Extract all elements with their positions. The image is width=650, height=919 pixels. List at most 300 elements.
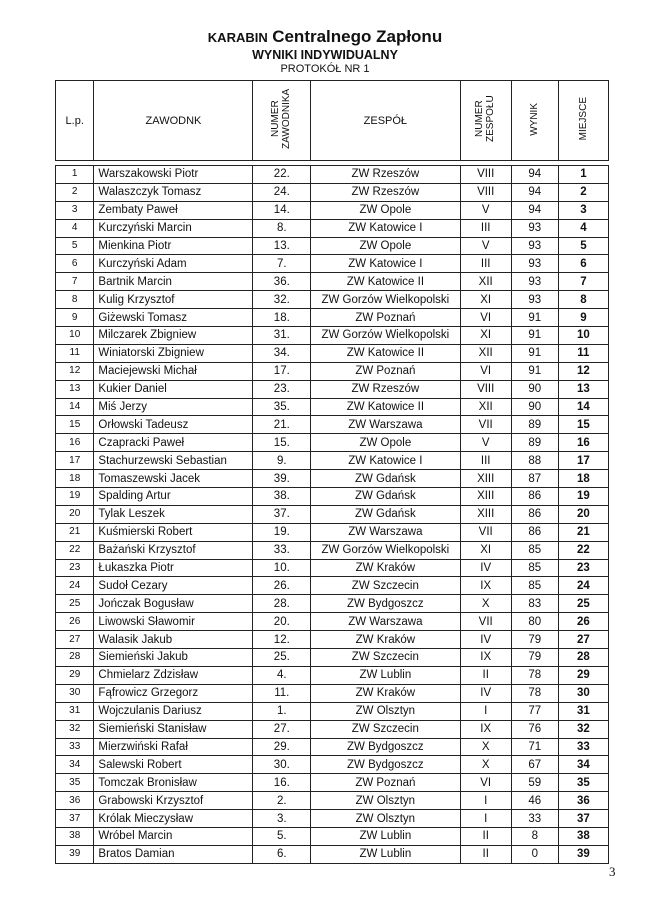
cell-team-number: I (460, 702, 511, 720)
cell-competitor-number: 32. (253, 291, 311, 309)
cell-place: 37 (558, 810, 608, 828)
cell-team: ZW Opole (311, 201, 460, 219)
cell-team-number: II (460, 845, 511, 863)
table-row (56, 291, 609, 309)
cell-score: 91 (511, 309, 558, 327)
cell-team: ZW Katowice II (311, 344, 460, 362)
cell-lp: 14 (56, 398, 94, 416)
table-row (56, 344, 609, 362)
column-header-place-label: MIEJSCE (577, 97, 589, 141)
column-header-team-number (460, 81, 511, 161)
table-row (56, 649, 609, 667)
cell-team-number: XII (460, 344, 511, 362)
cell-competitor-number: 25. (253, 649, 311, 667)
cell-score: 93 (511, 273, 558, 291)
cell-team-number: II (460, 827, 511, 845)
cell-score: 87 (511, 470, 558, 488)
cell-team: ZW Katowice II (311, 398, 460, 416)
cell-place: 38 (558, 827, 608, 845)
cell-name: Kukier Daniel (94, 380, 253, 398)
cell-lp: 7 (56, 273, 94, 291)
cell-score: 93 (511, 237, 558, 255)
table-row (56, 362, 609, 380)
cell-place: 35 (558, 774, 608, 792)
cell-lp: 8 (56, 291, 94, 309)
cell-lp: 31 (56, 702, 94, 720)
cell-team: ZW Gdańsk (311, 488, 460, 506)
table-row (56, 434, 609, 452)
cell-name: Bażański Krzysztof (94, 541, 253, 559)
table-row (56, 183, 609, 201)
table-row (56, 774, 609, 792)
cell-team-number: XII (460, 273, 511, 291)
table-row (56, 416, 609, 434)
cell-team: ZW Bydgoszcz (311, 738, 460, 756)
cell-name: Łukaszka Piotr (94, 559, 253, 577)
cell-place: 11 (558, 344, 608, 362)
cell-lp: 16 (56, 434, 94, 452)
cell-team-number: I (460, 792, 511, 810)
cell-team-number: I (460, 810, 511, 828)
cell-team-number: IV (460, 631, 511, 649)
column-header-number (253, 81, 311, 161)
cell-lp: 22 (56, 541, 94, 559)
cell-team-number: V (460, 237, 511, 255)
cell-competitor-number: 15. (253, 434, 311, 452)
cell-team: ZW Olsztyn (311, 792, 460, 810)
cell-lp: 36 (56, 792, 94, 810)
cell-team: ZW Bydgoszcz (311, 595, 460, 613)
cell-place: 18 (558, 470, 608, 488)
cell-name: Orłowski Tadeusz (94, 416, 253, 434)
cell-lp: 24 (56, 577, 94, 595)
cell-score: 86 (511, 488, 558, 506)
cell-name: Kurczyński Marcin (94, 219, 253, 237)
cell-name: Kurczyński Adam (94, 255, 253, 273)
table-row (56, 595, 609, 613)
cell-lp: 6 (56, 255, 94, 273)
cell-team: ZW Poznań (311, 362, 460, 380)
document-header (0, 27, 650, 75)
cell-place: 7 (558, 273, 608, 291)
cell-competitor-number: 26. (253, 577, 311, 595)
cell-competitor-number: 7. (253, 255, 311, 273)
cell-lp: 39 (56, 845, 94, 863)
cell-place: 6 (558, 255, 608, 273)
table-row (56, 327, 609, 345)
cell-lp: 4 (56, 219, 94, 237)
cell-team: ZW Opole (311, 237, 460, 255)
cell-team: ZW Kraków (311, 559, 460, 577)
cell-score: 91 (511, 362, 558, 380)
cell-place: 24 (558, 577, 608, 595)
column-header-score-label: WYNIK (529, 102, 541, 136)
cell-competitor-number: 20. (253, 613, 311, 631)
cell-place: 9 (558, 309, 608, 327)
table-row (56, 398, 609, 416)
cell-place: 10 (558, 327, 608, 345)
cell-team-number: VII (460, 416, 511, 434)
cell-name: Mierzwiński Rafał (94, 738, 253, 756)
cell-competitor-number: 6. (253, 845, 311, 863)
cell-team: ZW Rzeszów (311, 183, 460, 201)
cell-score: 88 (511, 452, 558, 470)
cell-lp: 5 (56, 237, 94, 255)
cell-name: Jończak Bogusław (94, 595, 253, 613)
table-row (56, 201, 609, 219)
cell-name: Chmielarz Zdzisław (94, 666, 253, 684)
cell-place: 21 (558, 523, 608, 541)
title-main: Centralnego Zapłonu (272, 27, 443, 46)
cell-name: Kulig Krzysztof (94, 291, 253, 309)
cell-lp: 30 (56, 684, 94, 702)
table-row (56, 756, 609, 774)
cell-place: 19 (558, 488, 608, 506)
cell-team-number: IV (460, 559, 511, 577)
cell-score: 85 (511, 559, 558, 577)
column-header-team-number-label: NUMER ZESPOŁU (473, 95, 496, 143)
column-header-name: ZAWODNK (94, 81, 253, 161)
cell-team: ZW Gorzów Wielkopolski (311, 541, 460, 559)
cell-team: ZW Warszawa (311, 523, 460, 541)
cell-team: ZW Szczecin (311, 649, 460, 667)
cell-place: 39 (558, 845, 608, 863)
cell-name: Miś Jerzy (94, 398, 253, 416)
cell-competitor-number: 27. (253, 720, 311, 738)
cell-place: 14 (558, 398, 608, 416)
cell-team-number: IX (460, 720, 511, 738)
cell-lp: 34 (56, 756, 94, 774)
cell-team: ZW Lublin (311, 666, 460, 684)
results-table (55, 80, 609, 864)
table-row (56, 505, 609, 523)
cell-name: Stachurzewski Sebastian (94, 452, 253, 470)
cell-competitor-number: 1. (253, 702, 311, 720)
cell-competitor-number: 18. (253, 309, 311, 327)
table-row (56, 523, 609, 541)
cell-score: 91 (511, 327, 558, 345)
cell-score: 8 (511, 827, 558, 845)
cell-name: Tylak Leszek (94, 505, 253, 523)
cell-name: Bartnik Marcin (94, 273, 253, 291)
cell-competitor-number: 19. (253, 523, 311, 541)
cell-competitor-number: 36. (253, 273, 311, 291)
table-row (56, 827, 609, 845)
cell-lp: 12 (56, 362, 94, 380)
cell-competitor-number: 9. (253, 452, 311, 470)
table-header-row (56, 81, 609, 161)
cell-team: ZW Poznań (311, 774, 460, 792)
cell-team-number: V (460, 434, 511, 452)
cell-score: 59 (511, 774, 558, 792)
cell-competitor-number: 10. (253, 559, 311, 577)
column-header-team: ZESPÓŁ (311, 81, 460, 161)
table-row (56, 166, 609, 184)
cell-name: Wróbel Marcin (94, 827, 253, 845)
table-row (56, 488, 609, 506)
cell-place: 8 (558, 291, 608, 309)
cell-team-number: III (460, 255, 511, 273)
cell-competitor-number: 3. (253, 810, 311, 828)
cell-score: 94 (511, 201, 558, 219)
cell-place: 31 (558, 702, 608, 720)
cell-lp: 25 (56, 595, 94, 613)
cell-score: 91 (511, 344, 558, 362)
cell-lp: 26 (56, 613, 94, 631)
column-header-lp: L.p. (56, 81, 94, 161)
cell-team: ZW Katowice I (311, 219, 460, 237)
cell-team-number: VIII (460, 166, 511, 184)
cell-team: ZW Olsztyn (311, 810, 460, 828)
cell-team: ZW Gdańsk (311, 470, 460, 488)
cell-score: 89 (511, 416, 558, 434)
cell-competitor-number: 37. (253, 505, 311, 523)
cell-name: Tomaszewski Jacek (94, 470, 253, 488)
cell-name: Milczarek Zbigniew (94, 327, 253, 345)
cell-name: Zembaty Paweł (94, 201, 253, 219)
cell-competitor-number: 24. (253, 183, 311, 201)
cell-place: 13 (558, 380, 608, 398)
cell-name: Bratos Damian (94, 845, 253, 863)
cell-team: ZW Katowice II (311, 273, 460, 291)
document-title (0, 27, 650, 46)
cell-competitor-number: 4. (253, 666, 311, 684)
cell-lp: 13 (56, 380, 94, 398)
results-body (56, 166, 609, 864)
table-row (56, 219, 609, 237)
cell-team-number: VI (460, 362, 511, 380)
cell-team-number: VII (460, 613, 511, 631)
cell-name: Wojczulanis Dariusz (94, 702, 253, 720)
table-row (56, 684, 609, 702)
cell-score: 85 (511, 577, 558, 595)
cell-place: 4 (558, 219, 608, 237)
cell-team-number: XI (460, 291, 511, 309)
cell-competitor-number: 13. (253, 237, 311, 255)
cell-place: 3 (558, 201, 608, 219)
table-row (56, 666, 609, 684)
cell-team-number: X (460, 595, 511, 613)
cell-competitor-number: 29. (253, 738, 311, 756)
column-header-number-label: NUMER ZAWODNIKA (269, 88, 292, 150)
cell-lp: 35 (56, 774, 94, 792)
cell-place: 36 (558, 792, 608, 810)
table-row (56, 380, 609, 398)
cell-team-number: IX (460, 649, 511, 667)
cell-name: Tomczak Bronisław (94, 774, 253, 792)
table-row (56, 559, 609, 577)
cell-lp: 2 (56, 183, 94, 201)
cell-competitor-number: 17. (253, 362, 311, 380)
cell-lp: 20 (56, 505, 94, 523)
cell-team-number: XI (460, 541, 511, 559)
cell-place: 30 (558, 684, 608, 702)
cell-score: 33 (511, 810, 558, 828)
cell-competitor-number: 39. (253, 470, 311, 488)
cell-team-number: III (460, 219, 511, 237)
table-row (56, 720, 609, 738)
cell-lp: 18 (56, 470, 94, 488)
cell-team-number: IV (460, 684, 511, 702)
table-row (56, 273, 609, 291)
cell-name: Liwowski Sławomir (94, 613, 253, 631)
cell-place: 34 (558, 756, 608, 774)
cell-team-number: XI (460, 327, 511, 345)
cell-team-number: XIII (460, 488, 511, 506)
cell-team-number: II (460, 666, 511, 684)
cell-team: ZW Bydgoszcz (311, 756, 460, 774)
cell-competitor-number: 38. (253, 488, 311, 506)
cell-team-number: VI (460, 309, 511, 327)
cell-name: Królak Mieczysław (94, 810, 253, 828)
cell-team: ZW Opole (311, 434, 460, 452)
cell-name: Walasik Jakub (94, 631, 253, 649)
cell-score: 71 (511, 738, 558, 756)
cell-name: Walaszczyk Tomasz (94, 183, 253, 201)
table-row (56, 810, 609, 828)
cell-lp: 17 (56, 452, 94, 470)
cell-score: 79 (511, 631, 558, 649)
cell-team-number: X (460, 756, 511, 774)
document-subtitle: WYNIKI INDYWIDUALNY (252, 48, 398, 62)
cell-lp: 9 (56, 309, 94, 327)
cell-score: 0 (511, 845, 558, 863)
page-number: 3 (609, 864, 616, 879)
cell-name: Kuśmierski Robert (94, 523, 253, 541)
cell-competitor-number: 14. (253, 201, 311, 219)
table-row (56, 255, 609, 273)
cell-team: ZW Lublin (311, 845, 460, 863)
cell-competitor-number: 23. (253, 380, 311, 398)
cell-team: ZW Szczecin (311, 720, 460, 738)
cell-competitor-number: 21. (253, 416, 311, 434)
cell-place: 23 (558, 559, 608, 577)
cell-team: ZW Rzeszów (311, 380, 460, 398)
cell-lp: 10 (56, 327, 94, 345)
table-row (56, 470, 609, 488)
table-row (56, 702, 609, 720)
cell-lp: 21 (56, 523, 94, 541)
cell-competitor-number: 30. (253, 756, 311, 774)
protocol-label: PROTOKÓŁ NR 1 (280, 63, 370, 75)
table-row (56, 452, 609, 470)
cell-team: ZW Rzeszów (311, 166, 460, 184)
cell-name: Maciejewski Michał (94, 362, 253, 380)
cell-lp: 15 (56, 416, 94, 434)
cell-place: 32 (558, 720, 608, 738)
cell-name: Mienkina Piotr (94, 237, 253, 255)
cell-team: ZW Szczecin (311, 577, 460, 595)
cell-name: Salewski Robert (94, 756, 253, 774)
cell-score: 86 (511, 523, 558, 541)
cell-place: 26 (558, 613, 608, 631)
cell-lp: 3 (56, 201, 94, 219)
cell-lp: 32 (56, 720, 94, 738)
cell-lp: 23 (56, 559, 94, 577)
cell-place: 25 (558, 595, 608, 613)
cell-name: Fąfrowicz Grzegorz (94, 684, 253, 702)
table-row (56, 309, 609, 327)
cell-name: Winiatorski Zbigniew (94, 344, 253, 362)
cell-lp: 33 (56, 738, 94, 756)
cell-place: 20 (558, 505, 608, 523)
cell-name: Giżewski Tomasz (94, 309, 253, 327)
cell-place: 22 (558, 541, 608, 559)
cell-score: 89 (511, 434, 558, 452)
cell-competitor-number: 12. (253, 631, 311, 649)
cell-team: ZW Kraków (311, 631, 460, 649)
cell-score: 85 (511, 541, 558, 559)
cell-name: Warszakowski Piotr (94, 166, 253, 184)
cell-name: Spalding Artur (94, 488, 253, 506)
table-row (56, 738, 609, 756)
cell-name: Siemieński Jakub (94, 649, 253, 667)
cell-team: ZW Gorzów Wielkopolski (311, 327, 460, 345)
cell-team: ZW Gorzów Wielkopolski (311, 291, 460, 309)
table-row (56, 792, 609, 810)
table-row (56, 845, 609, 863)
cell-score: 76 (511, 720, 558, 738)
cell-team-number: V (460, 201, 511, 219)
cell-team-number: IX (460, 577, 511, 595)
cell-score: 67 (511, 756, 558, 774)
cell-team-number: VIII (460, 380, 511, 398)
cell-score: 46 (511, 792, 558, 810)
cell-score: 78 (511, 684, 558, 702)
cell-lp: 37 (56, 810, 94, 828)
table-row (56, 631, 609, 649)
cell-place: 27 (558, 631, 608, 649)
cell-competitor-number: 28. (253, 595, 311, 613)
cell-score: 78 (511, 666, 558, 684)
cell-lp: 27 (56, 631, 94, 649)
cell-name: Siemieński Stanisław (94, 720, 253, 738)
cell-score: 90 (511, 380, 558, 398)
cell-team-number: VI (460, 774, 511, 792)
cell-score: 93 (511, 219, 558, 237)
column-header-place (558, 81, 608, 161)
table-row (56, 613, 609, 631)
table-row (56, 541, 609, 559)
cell-competitor-number: 35. (253, 398, 311, 416)
cell-competitor-number: 31. (253, 327, 311, 345)
cell-place: 17 (558, 452, 608, 470)
cell-name: Sudoł Cezary (94, 577, 253, 595)
cell-team: ZW Gdańsk (311, 505, 460, 523)
cell-score: 83 (511, 595, 558, 613)
cell-team: ZW Poznań (311, 309, 460, 327)
cell-place: 12 (558, 362, 608, 380)
cell-place: 1 (558, 166, 608, 184)
cell-lp: 28 (56, 649, 94, 667)
cell-competitor-number: 34. (253, 344, 311, 362)
cell-score: 94 (511, 166, 558, 184)
cell-place: 28 (558, 649, 608, 667)
cell-team: ZW Warszawa (311, 416, 460, 434)
cell-team: ZW Warszawa (311, 613, 460, 631)
cell-lp: 19 (56, 488, 94, 506)
cell-place: 2 (558, 183, 608, 201)
cell-team: ZW Olsztyn (311, 702, 460, 720)
cell-competitor-number: 11. (253, 684, 311, 702)
cell-score: 86 (511, 505, 558, 523)
cell-place: 33 (558, 738, 608, 756)
title-prefix: KARABIN (207, 30, 268, 45)
cell-lp: 1 (56, 166, 94, 184)
cell-competitor-number: 2. (253, 792, 311, 810)
cell-score: 93 (511, 291, 558, 309)
cell-team-number: III (460, 452, 511, 470)
